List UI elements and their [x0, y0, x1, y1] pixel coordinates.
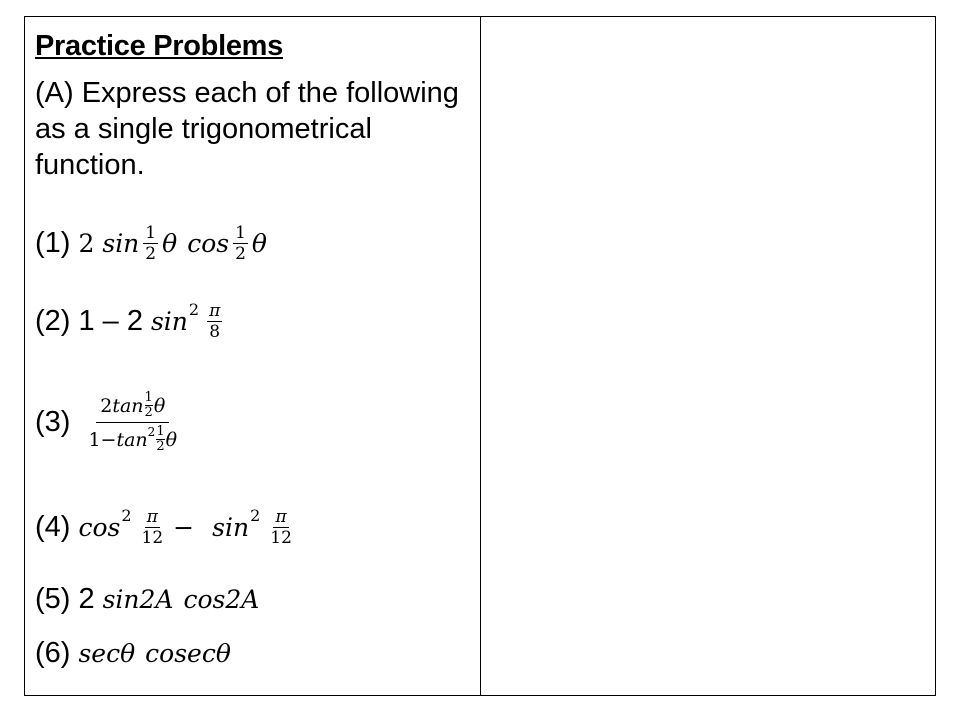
problem-5 [35, 583, 259, 616]
problem-2-expr: 1 – 2 [78, 305, 143, 337]
problem-3-num-theta: θ [153, 394, 166, 417]
problem-2-frac [207, 301, 222, 342]
problem-3-den-lead: 1 [88, 428, 101, 451]
problem-4-num-b: π [275, 507, 287, 527]
instruction-text: (A) Express each of the following as a single trigonometrical function. [35, 77, 459, 181]
problem-3-fraction [84, 391, 181, 454]
problem-6 [35, 637, 231, 670]
problem-4-exp-a: 2 [121, 506, 132, 525]
problem-4-frac-b [268, 507, 294, 548]
answer-cell [481, 17, 935, 695]
problem-1-label: (1) [35, 227, 71, 259]
problem-1-theta-b: θ [251, 229, 267, 258]
problem-4-frac-a [140, 507, 166, 548]
problem-3-den-theta: θ [165, 428, 178, 451]
problem-2-den: 8 [209, 322, 221, 342]
problem-4 [35, 507, 298, 548]
problem-2-num: π [209, 301, 221, 321]
problem-3-den-tan: tan [116, 428, 148, 451]
problem-4-sin: sin [212, 513, 250, 542]
problem-3-label: (3) [35, 406, 71, 438]
problem-4-cos: cos [78, 513, 121, 542]
problem-4-minus: − [173, 513, 195, 542]
problem-1-half-a-den: 2 [145, 244, 157, 264]
problem-1-cos: cos [187, 229, 230, 258]
problem-1-half-a [143, 223, 158, 264]
problem-1-sin: sin [102, 229, 140, 258]
problem-2-label: (2) [35, 305, 71, 337]
problem-3-den-half-d: 2 [156, 439, 165, 454]
problem-3-num-half [145, 391, 153, 420]
page-title: Practice Problems [35, 30, 283, 62]
problem-3-den-half [156, 425, 164, 454]
problem-6-term-b: cosecθ [145, 639, 231, 668]
problem-3-numerator [96, 391, 169, 423]
problem-4-den-b: 12 [270, 528, 292, 548]
problem-6-term-a: secθ [78, 639, 136, 668]
problem-4-num-a: π [146, 507, 158, 527]
problems-cell [25, 17, 481, 695]
problem-1-half-b-num: 1 [235, 223, 246, 243]
problem-2 [35, 301, 226, 342]
problem-3 [35, 391, 181, 454]
problem-1-half-a-num: 1 [145, 223, 157, 243]
problem-3-den-exp: 2 [147, 424, 156, 439]
problem-3-den-minus: − [100, 428, 117, 451]
problem-4-label: (4) [35, 511, 71, 543]
problem-1-theta-a: θ [162, 229, 178, 258]
problem-3-num-tan: tan [112, 394, 144, 417]
problem-5-term-b: cos2A [183, 585, 260, 614]
problem-3-denominator [84, 423, 181, 454]
problem-3-num-coef: 2 [100, 394, 113, 417]
problem-3-num-half-n: 1 [144, 390, 153, 405]
problem-1-half-b [233, 223, 248, 264]
problem-3-den-half-n: 1 [156, 424, 165, 439]
problem-2-sin: sin [150, 307, 188, 336]
problem-table [24, 16, 936, 696]
problem-5-term-a: sin2A [102, 585, 174, 614]
problem-6-label: (6) [35, 637, 71, 669]
problem-4-exp-b: 2 [250, 506, 261, 525]
problem-1 [35, 223, 267, 264]
problem-3-num-half-d: 2 [144, 405, 153, 420]
problem-5-label: (5) [35, 583, 71, 615]
problem-4-den-a: 12 [141, 528, 164, 548]
problem-1-half-b-den: 2 [235, 244, 246, 264]
problem-2-exp: 2 [188, 300, 200, 319]
problem-5-coef: 2 [78, 583, 95, 615]
problem-1-coef: 2 [78, 229, 95, 258]
